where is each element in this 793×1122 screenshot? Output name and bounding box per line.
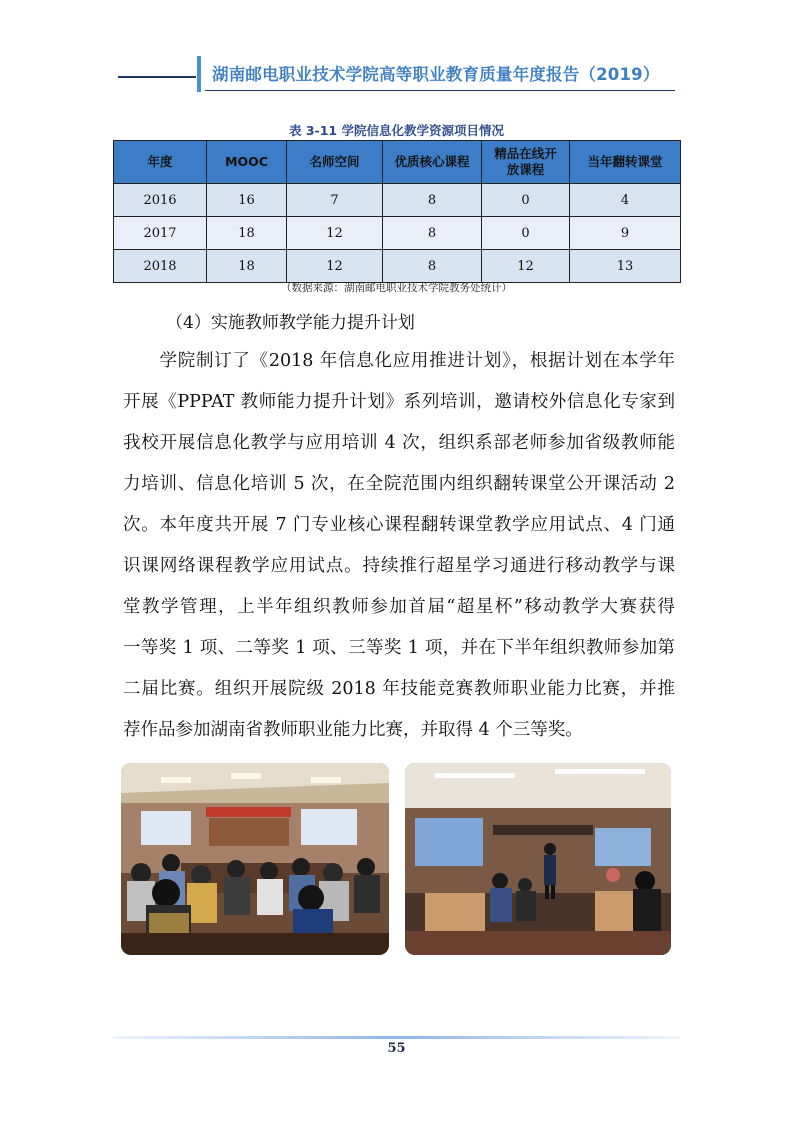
paragraph-line: 我校开展信息化教学与应用培训 4 次，组织系部老师参加省级教师能 bbox=[123, 433, 675, 453]
table-cell: 18 bbox=[207, 217, 287, 250]
table-row bbox=[114, 250, 681, 283]
header-title: 湖南邮电职业技术学院高等职业教育质量年度报告（2019） bbox=[212, 65, 660, 84]
table-cell: 2017 bbox=[114, 217, 207, 250]
training-photo-2 bbox=[405, 763, 671, 955]
table-cell: 8 bbox=[383, 217, 482, 250]
paragraph-line: 力培训、信息化培训 5 次，在全院范围内组织翻转课堂公开课活动 2 bbox=[123, 474, 675, 494]
table-cell: 2018 bbox=[114, 250, 207, 283]
paragraph-line: 堂教学管理，上半年组织教师参加首届“超星杯”移动教学大赛获得 bbox=[123, 597, 675, 617]
paragraph-line: 学院制订了《2018 年信息化应用推进计划》，根据计划在本学年 bbox=[123, 351, 675, 371]
column-header: 精品在线开放课程 bbox=[482, 141, 570, 184]
table-cell: 8 bbox=[383, 250, 482, 283]
table-cell: 7 bbox=[287, 184, 383, 217]
table-row bbox=[114, 184, 681, 217]
table-cell: 12 bbox=[482, 250, 570, 283]
paragraph-line: 一等奖 1 项、二等奖 1 项、三等奖 1 项，并在下半年组织教师参加第 bbox=[123, 638, 675, 658]
table-cell: 12 bbox=[287, 250, 383, 283]
table-cell: 12 bbox=[287, 217, 383, 250]
table-row bbox=[114, 217, 681, 250]
table-cell: 2016 bbox=[114, 184, 207, 217]
page-number: 55 bbox=[387, 1041, 406, 1056]
table-cell: 16 bbox=[207, 184, 287, 217]
section-heading: （4）实施教师教学能力提升计划 bbox=[166, 313, 415, 333]
table-source-note: （数据来源：湖南邮电职业技术学院教务处统计） bbox=[281, 282, 512, 294]
header-rule-right bbox=[205, 90, 675, 91]
column-header: 当年翻转课堂 bbox=[570, 141, 681, 184]
table-cell: 8 bbox=[383, 184, 482, 217]
column-header: 优质核心课程 bbox=[383, 141, 482, 184]
header-rule-left bbox=[118, 76, 196, 78]
table-cell: 4 bbox=[570, 184, 681, 217]
column-header: 年度 bbox=[114, 141, 207, 184]
table-header-row bbox=[114, 141, 681, 184]
paragraph-line: 二届比赛。组织开展院级 2018 年技能竞赛教师职业能力比赛，并推 bbox=[123, 679, 675, 699]
paragraph-line: 次。本年度共开展 7 门专业核心课程翻转课堂教学应用试点、4 门通 bbox=[123, 515, 675, 535]
table-cell: 0 bbox=[482, 184, 570, 217]
table-caption: 表 3-11 学院信息化教学资源项目情况 bbox=[289, 123, 504, 138]
paragraph-line: 开展《PPPAT 教师能力提升计划》系列培训，邀请校外信息化专家到 bbox=[123, 392, 675, 412]
column-header: 名师空间 bbox=[287, 141, 383, 184]
header-accent-bar bbox=[197, 56, 201, 92]
table-cell: 18 bbox=[207, 250, 287, 283]
column-header: MOOC bbox=[207, 141, 287, 184]
body-paragraph bbox=[123, 341, 675, 751]
footer-rule bbox=[113, 1036, 680, 1039]
paragraph-line: 荐作品参加湖南省教师职业能力比赛，并取得 4 个三等奖。 bbox=[123, 720, 583, 740]
table-cell: 13 bbox=[570, 250, 681, 283]
training-photo-1 bbox=[121, 763, 389, 955]
table-cell: 0 bbox=[482, 217, 570, 250]
table-cell: 9 bbox=[570, 217, 681, 250]
resource-table bbox=[113, 140, 681, 283]
paragraph-line: 识课网络课程教学应用试点。持续推行超星学习通进行移动教学与课 bbox=[123, 556, 675, 576]
